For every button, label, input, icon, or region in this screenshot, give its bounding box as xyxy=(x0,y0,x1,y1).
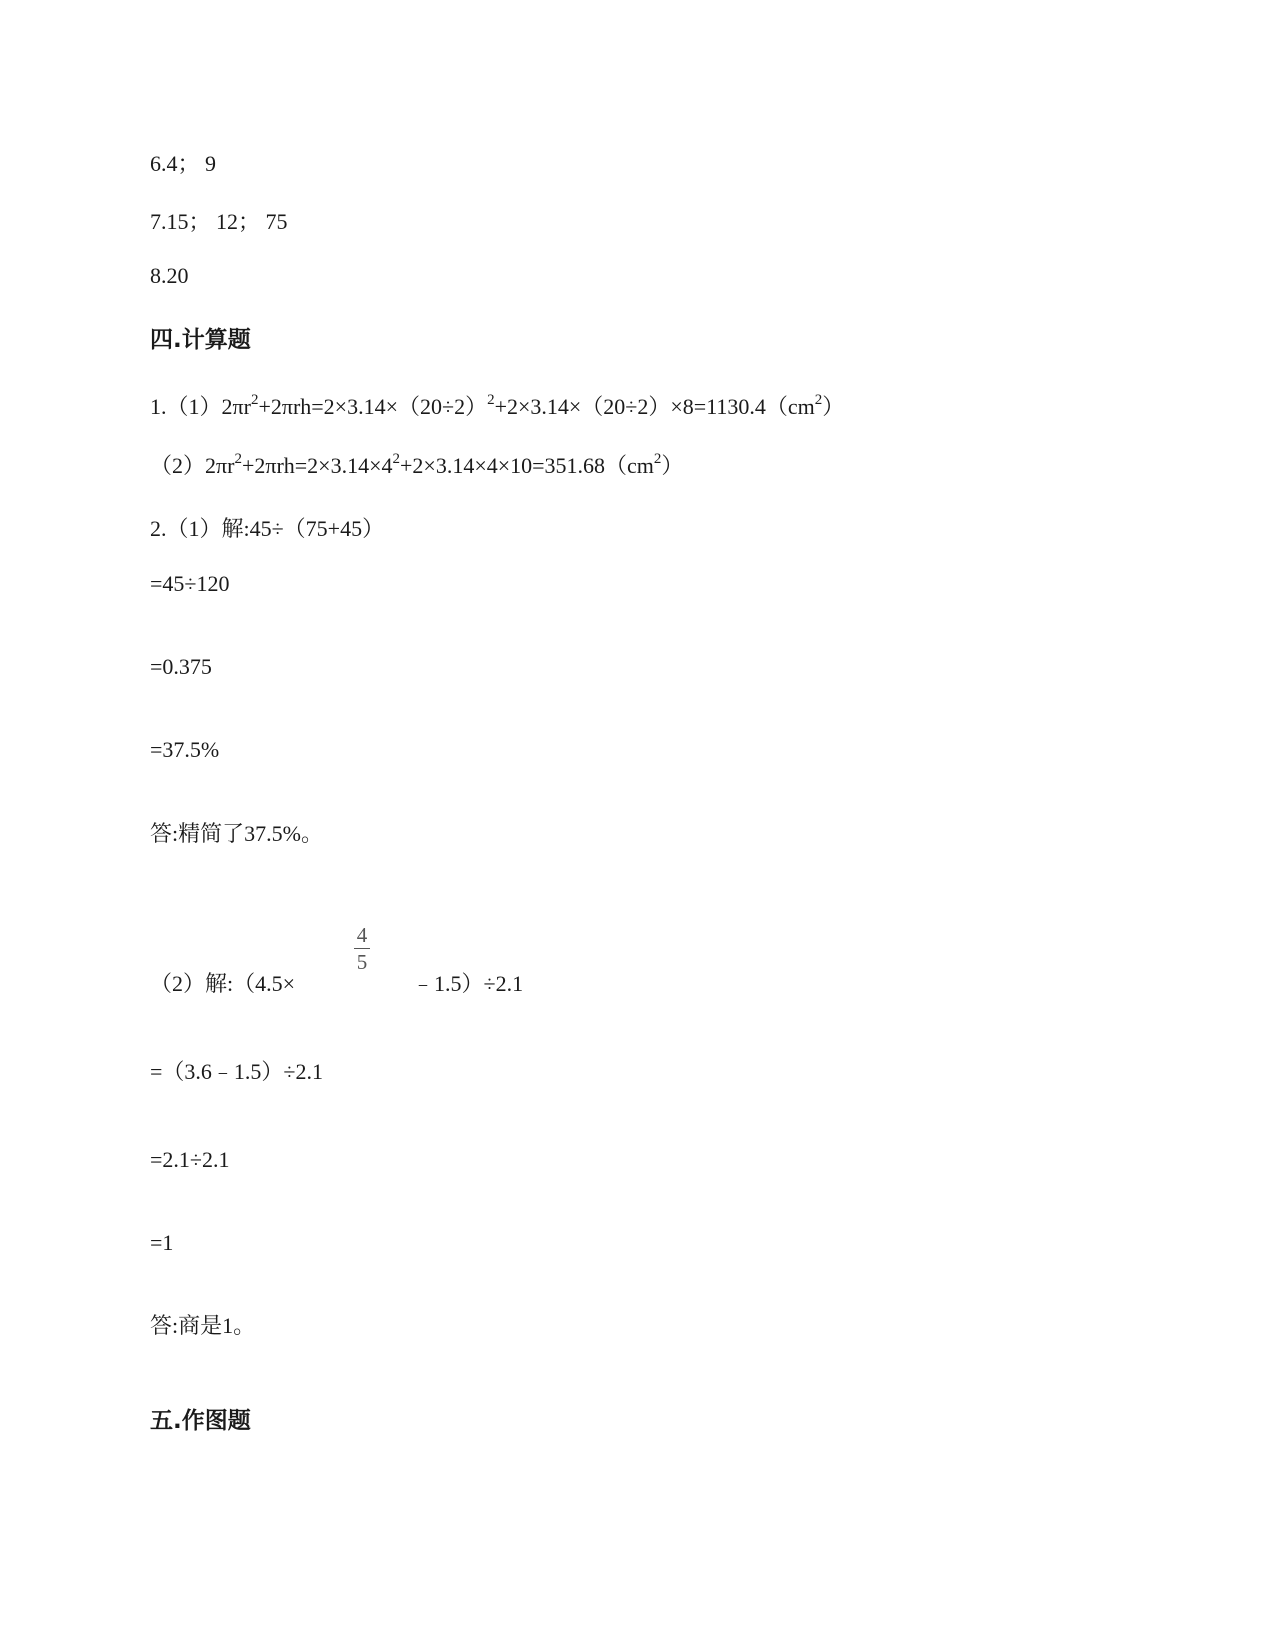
q2-part2-line4: =1 xyxy=(150,1230,174,1255)
section-4-heading: 四.计算题 xyxy=(150,327,251,353)
answer-6: 6.4； 9 xyxy=(150,151,217,176)
answer-7: 7.15； 12； 75 xyxy=(150,209,288,234)
q1-part2-mid2: +2×3.14×4×10=351.68（cm xyxy=(400,453,654,478)
q1-part1-mid2: +2×3.14×（20÷2）×8=1130.4（cm xyxy=(494,394,815,419)
fraction-denominator: 5 xyxy=(356,950,368,974)
q1-part1-suffix: ） xyxy=(822,394,845,419)
q2-part2-line1-prefix: （2）解:（4.5× xyxy=(150,971,296,996)
section-5-heading: 五.作图题 xyxy=(150,1408,251,1434)
q1-part2-suffix: ） xyxy=(661,453,684,478)
q1-part1-sup1: 2 xyxy=(250,391,259,408)
q2-part1-answer: 答:精简了37.5%。 xyxy=(150,821,323,846)
q2-part2-answer: 答:商是1。 xyxy=(150,1313,256,1338)
q2-part2-line2: =（3.6﹣1.5）÷2.1 xyxy=(150,1059,323,1084)
q1-part1-mid1: +2πrh=2×3.14×（20÷2） xyxy=(258,394,488,419)
q1-part1-sup2: 2 xyxy=(487,391,495,408)
q2-part1-line2: =45÷120 xyxy=(150,571,230,596)
q1-part2-sup1: 2 xyxy=(234,450,242,467)
q1-part2-sup3: 2 xyxy=(653,450,662,467)
answer-8: 8.20 xyxy=(150,263,189,288)
q1-part1-sup3: 2 xyxy=(814,391,823,408)
q2-part1-line3: =0.375 xyxy=(150,654,212,679)
q1-part1 xyxy=(150,393,844,421)
q1-part2-mid1: +2πrh=2×3.14×4 xyxy=(241,453,393,478)
q2-part1-line1: 2.（1）解:45÷（75+45） xyxy=(150,516,385,541)
q2-part1-line4: =37.5% xyxy=(150,737,220,762)
fraction-bar xyxy=(354,948,370,949)
q2-part2-line1-suffix: ﹣1.5）÷2.1 xyxy=(412,971,524,996)
fraction-four-fifths xyxy=(352,924,372,973)
q2-part2-line3: =2.1÷2.1 xyxy=(150,1147,230,1172)
q1-part2 xyxy=(150,452,683,480)
q1-part1-prefix: 1.（1）2πr xyxy=(150,394,251,419)
fraction-numerator: 4 xyxy=(356,923,368,947)
q1-part2-sup2: 2 xyxy=(392,450,400,467)
q1-part2-prefix: （2）2πr xyxy=(150,453,235,478)
